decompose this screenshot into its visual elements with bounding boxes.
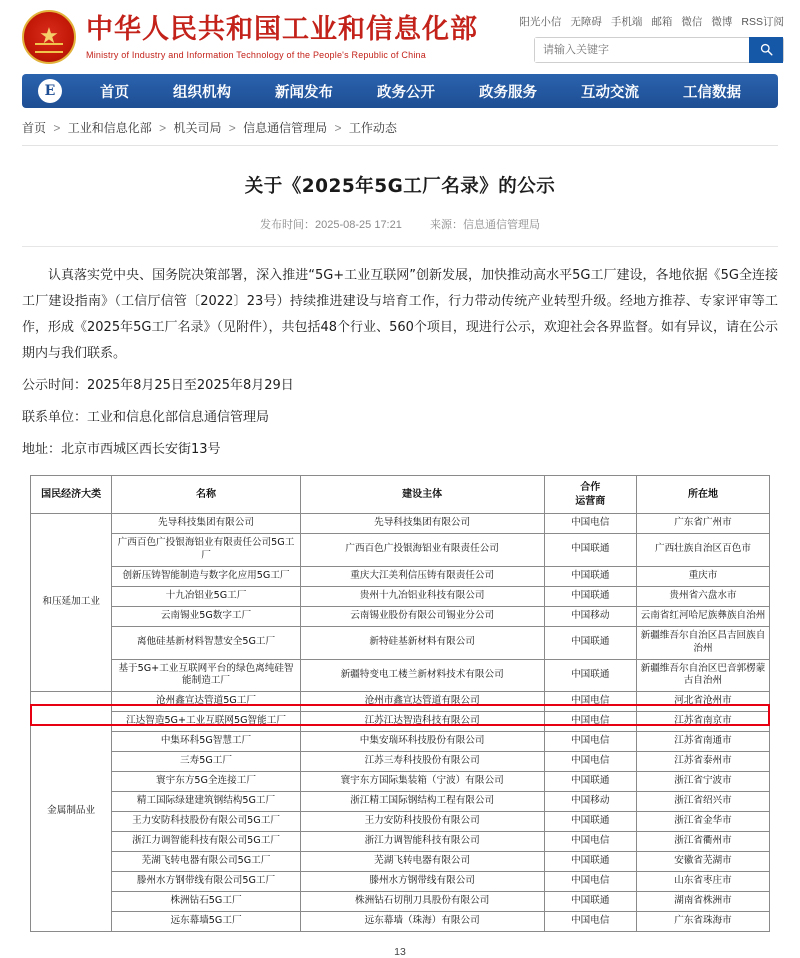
cell-name: 先导科技集团有限公司 — [112, 514, 300, 534]
nav-item-interaction[interactable]: 互动交流 — [581, 84, 639, 101]
breadcrumb-sep-2: > — [228, 121, 236, 135]
site-title-cn: 中华人民共和国工业和信息化部 — [86, 14, 478, 46]
cell-entity: 寰宇东方国际集装箱（宁波）有限公司 — [300, 772, 544, 792]
cell-name: 沧州鑫宣达管道5G工厂 — [112, 692, 300, 712]
cell-location: 广西壮族自治区百色市 — [636, 533, 769, 566]
cell-operator: 中国电信 — [544, 712, 636, 732]
cell-name: 基于5G+工业互联网平台的绿色离纯硅智能制造工厂 — [112, 659, 300, 692]
cell-location: 云南省红河哈尼族彝族自治州 — [636, 606, 769, 626]
site-title-en: Ministry of Industry and Information Technology of the People's Republic of China — [86, 49, 426, 60]
breadcrumb-sep-3: > — [334, 121, 342, 135]
table-row — [31, 566, 770, 586]
cell-operator: 中国联通 — [544, 659, 636, 692]
cell-name: 广西百色广投银海铝业有限责任公司5G工厂 — [112, 533, 300, 566]
cell-operator: 中国联通 — [544, 851, 636, 871]
table-row — [31, 772, 770, 792]
cell-name: 寰宇东方5G全连接工厂 — [112, 772, 300, 792]
table-row — [31, 692, 770, 712]
site-title-block — [86, 14, 478, 59]
cell-location: 浙江省绍兴市 — [636, 792, 769, 812]
table-header-row — [31, 476, 770, 514]
article-paragraph-0: 认真落实党中央、国务院决策部署，深入推进“5G+工业互联网”创新发展，加快推动高水平5G工厂建设，各地依据《5G全连接工厂建设指南》（工信厅信管〔2022〕23号）持续推进建设与培育工作，行力带动传统产业转型升级。经地方推荐、专家评审等工作，形成《2025年5G工厂名录》（见附件），共包括48个行业、560个项目，现进行公示，欢迎社会各界监督。如有异议，请在公示期内与我们联系。 — [22, 268, 778, 361]
cell-entity: 云南锡业股份有限公司锡业分公司 — [300, 606, 544, 626]
cell-name: 远东幕墙5G工厂 — [112, 911, 300, 931]
cell-entity: 远东幕墙（珠海）有限公司 — [300, 911, 544, 931]
cell-entity: 株洲钻石切削刀具股份有限公司 — [300, 891, 544, 911]
top-link-3[interactable]: 邮箱 — [651, 15, 673, 28]
source-value: 信息通信管理局 — [462, 219, 540, 231]
site-header — [0, 0, 800, 72]
nav-item-gov-service[interactable]: 政务服务 — [479, 84, 537, 101]
cell-entity: 贵州十九冶铝业科技有限公司 — [300, 586, 544, 606]
table-row — [31, 606, 770, 626]
cell-entity: 王力安防科技股份有限公司 — [300, 812, 544, 832]
cell-name: 滕州水方钢带线有限公司5G工厂 — [112, 871, 300, 891]
table-row — [31, 732, 770, 752]
table-row — [31, 812, 770, 832]
cell-name: 株洲钻石5G工厂 — [112, 891, 300, 911]
cell-location: 江苏省泰州市 — [636, 752, 769, 772]
cell-entity: 浙江力调智能科技有限公司 — [300, 831, 544, 851]
cell-entity: 中集安瑞环科技股份有限公司 — [300, 732, 544, 752]
cell-operator: 中国联通 — [544, 626, 636, 659]
breadcrumb-item-3[interactable]: 信息通信管理局 — [243, 121, 328, 135]
nav-item-data[interactable]: 工信数据 — [683, 84, 741, 101]
breadcrumb-item-2[interactable]: 机关司局 — [173, 121, 222, 135]
cell-name: 创新压铸智能制造与数字化应用5G工厂 — [112, 566, 300, 586]
publish-time-label: 发布时间： — [260, 219, 315, 231]
cell-location: 浙江省衢州市 — [636, 831, 769, 851]
cell-location: 江苏省南京市 — [636, 712, 769, 732]
col-header-location: 所在地 — [636, 476, 769, 514]
national-emblem-icon — [22, 10, 76, 64]
search-box — [534, 37, 784, 63]
cell-entity: 江苏江达智造科技有限公司 — [300, 712, 544, 732]
table-row — [31, 586, 770, 606]
cell-name: 浙江力调智能科技有限公司5G工厂 — [112, 831, 300, 851]
cell-location: 新疆维吾尔自治区巴音郭楞蒙古自治州 — [636, 659, 769, 692]
cell-operator: 中国联通 — [544, 566, 636, 586]
article — [22, 146, 778, 958]
cell-entity: 芜湖飞转电器有限公司 — [300, 851, 544, 871]
header-right — [519, 12, 784, 63]
cell-entity: 新疆特变电工楼兰新材料技术有限公司 — [300, 659, 544, 692]
article-body — [22, 263, 778, 463]
table-row — [31, 792, 770, 812]
cell-operator: 中国电信 — [544, 752, 636, 772]
search-icon — [760, 43, 773, 56]
article-paragraph-1: 公示时间：2025年8月25日至2025年8月29日 — [22, 378, 294, 393]
cell-entity: 沧州市鑫宣达管道有限公司 — [300, 692, 544, 712]
cell-operator: 中国移动 — [544, 606, 636, 626]
top-link-4[interactable]: 微信 — [681, 15, 703, 28]
cell-operator: 中国移动 — [544, 792, 636, 812]
cell-location: 江苏省南通市 — [636, 732, 769, 752]
table-row — [31, 851, 770, 871]
source-label: 来源： — [429, 219, 463, 231]
search-input[interactable] — [535, 38, 749, 62]
col-header-entity: 建设主体 — [300, 476, 544, 514]
cell-location: 河北省沧州市 — [636, 692, 769, 712]
cell-name: 三寿5G工厂 — [112, 752, 300, 772]
top-link-1[interactable]: 无障碍 — [570, 15, 602, 28]
nav-item-gov-open[interactable]: 政务公开 — [377, 84, 435, 101]
table-row — [31, 891, 770, 911]
cell-name: 精工国际绿建建筑钢结构5G工厂 — [112, 792, 300, 812]
page-title: 关于《2025年5G工厂名录》的公示 — [244, 176, 556, 197]
breadcrumb — [22, 119, 778, 146]
cell-entity: 滕州水方钢带线有限公司 — [300, 871, 544, 891]
top-link-5[interactable]: 微博 — [711, 15, 733, 28]
cell-entity: 新特硅基新材料有限公司 — [300, 626, 544, 659]
breadcrumb-sep-0: > — [53, 121, 61, 135]
cell-category: 和压延加工业 — [31, 514, 112, 692]
search-button[interactable] — [749, 37, 783, 63]
table-row — [31, 831, 770, 851]
article-paragraph-2: 联系单位：工业和信息化部信息通信管理局 — [22, 410, 270, 425]
col-header-name: 名称 — [112, 476, 300, 514]
breadcrumb-item-1[interactable]: 工业和信息化部 — [67, 121, 152, 135]
breadcrumb-item-0[interactable]: 首页 — [22, 121, 47, 135]
table-row — [31, 626, 770, 659]
main-nav — [22, 74, 778, 108]
cell-name: 芜湖飞转电器有限公司5G工厂 — [112, 851, 300, 871]
cell-location: 贵州省六盘水市 — [636, 586, 769, 606]
cell-entity: 重庆大江美利信压铸有限责任公司 — [300, 566, 544, 586]
cell-entity: 浙江精工国际钢结构工程有限公司 — [300, 792, 544, 812]
cell-operator: 中国电信 — [544, 732, 636, 752]
article-paragraph-3: 地址：北京市西城区西长安街13号 — [22, 442, 221, 457]
cell-name: 江达智造5G+工业互联网5G智能工厂 — [112, 712, 300, 732]
cell-operator: 中国电信 — [544, 871, 636, 891]
cell-entity: 江苏三寿科技股份有限公司 — [300, 752, 544, 772]
page-number: 13 — [394, 945, 406, 958]
nav-logo-icon: E — [38, 79, 62, 103]
top-link-2[interactable]: 手机端 — [610, 15, 643, 28]
cell-location: 浙江省金华市 — [636, 812, 769, 832]
cell-name: 王力安防科技股份有限公司5G工厂 — [112, 812, 300, 832]
cell-name: 中集环科5G智慧工厂 — [112, 732, 300, 752]
cell-operator: 中国联通 — [544, 812, 636, 832]
article-divider — [22, 246, 778, 247]
table-row — [31, 712, 770, 732]
col-header-operator-line1: 合作 — [580, 482, 601, 493]
table-row — [31, 752, 770, 772]
cell-location: 新疆维吾尔自治区昌吉回族自治州 — [636, 626, 769, 659]
top-links — [519, 14, 784, 29]
publish-time-value: 2025-08-25 17:21 — [315, 219, 402, 231]
nav-item-news[interactable]: 新闻发布 — [275, 84, 333, 101]
table-row — [31, 514, 770, 534]
nav-item-home[interactable]: 首页 — [100, 84, 129, 101]
cell-location: 广东省广州市 — [636, 514, 769, 534]
cell-entity: 广西百色广投银海铝业有限责任公司 — [300, 533, 544, 566]
cell-operator: 中国联通 — [544, 586, 636, 606]
cell-operator: 中国联通 — [544, 772, 636, 792]
breadcrumb-item-4[interactable]: 工作动态 — [348, 121, 397, 135]
table-row — [31, 871, 770, 891]
cell-name: 十九冶铝业5G工厂 — [112, 586, 300, 606]
cell-name: 离他硅基新材料智慧安全5G工厂 — [112, 626, 300, 659]
cell-operator: 中国电信 — [544, 692, 636, 712]
nav-item-organization[interactable]: 组织机构 — [173, 84, 231, 101]
cell-entity: 先导科技集团有限公司 — [300, 514, 544, 534]
table-row — [31, 659, 770, 692]
cell-category: 金属制品业 — [31, 692, 112, 931]
col-header-category: 国民经济大类 — [31, 476, 112, 514]
cell-location: 湖南省株洲市 — [636, 891, 769, 911]
col-header-operator-line2: 运营商 — [575, 495, 606, 507]
breadcrumb-sep-1: > — [159, 121, 167, 135]
col-header-operator — [544, 476, 636, 514]
cell-operator: 中国联通 — [544, 533, 636, 566]
attachment-table-wrapper — [22, 475, 778, 932]
cell-operator: 中国电信 — [544, 831, 636, 851]
top-link-6[interactable]: RSS订阅 — [741, 15, 784, 28]
cell-location: 广东省珠海市 — [636, 911, 769, 931]
table-body — [31, 514, 770, 932]
cell-location: 山东省枣庄市 — [636, 871, 769, 891]
top-link-0[interactable]: 阳光小信 — [519, 15, 562, 28]
table-row — [31, 911, 770, 931]
cell-location: 重庆市 — [636, 566, 769, 586]
cell-operator: 中国电信 — [544, 514, 636, 534]
cell-location: 安徽省芜湖市 — [636, 851, 769, 871]
article-meta — [22, 216, 778, 232]
cell-operator: 中国电信 — [544, 911, 636, 931]
cell-operator: 中国联通 — [544, 891, 636, 911]
cell-name: 云南锡业5G数字工厂 — [112, 606, 300, 626]
factory-list-table — [30, 475, 770, 932]
cell-location: 浙江省宁波市 — [636, 772, 769, 792]
table-row — [31, 533, 770, 566]
